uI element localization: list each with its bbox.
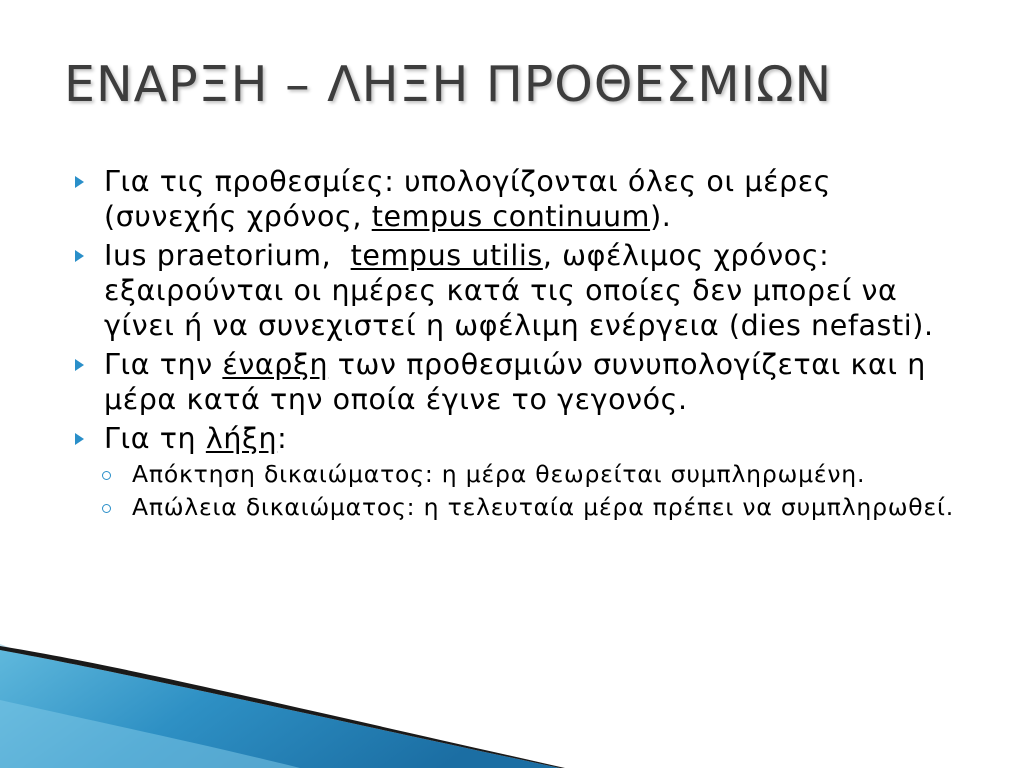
underlined-term: tempus utilis xyxy=(350,239,543,272)
underlined-term: tempus continuum xyxy=(371,200,651,233)
bullet-text: Για τη xyxy=(104,422,206,455)
sub-bullet-text: Απόκτηση δικαιώματος: η μέρα θεωρείται συμπληρωμένη. xyxy=(132,460,866,488)
bullet-text: : xyxy=(277,422,288,455)
bullet-text: Για τις προθεσμίες: υπολογίζονται όλες οι μέρες (συνεχής χρόνος, xyxy=(104,165,832,233)
bullet-text: ). xyxy=(650,200,672,233)
underlined-term: λήξη xyxy=(205,422,278,455)
bullet-text: των προθεσμιών συνυπολογίζεται και η μέρα κατά την οποία έγινε το γεγονός. xyxy=(104,348,926,416)
bullet-text: , ωφέλιμος χρόνος: εξαιρούνται οι ημέρες κατά τις οποίες δεν μπορεί να γίνει ή να συνεχιστεί η ωφέλιμη ενέργεια (dies nefasti). xyxy=(104,239,934,342)
sub-bullet-text: Απώλεια δικαιώματος: η τελευταία μέρα πρέπει να συμπληρωθεί. xyxy=(132,493,954,521)
underlined-term: έναρξη xyxy=(222,348,329,381)
bullet-text: Για την xyxy=(104,348,223,381)
slide-title: ΕΝΑΡΞΗ – ΛΗΞΗ ΠΡΟΘΕΣΜΙΩΝ xyxy=(64,56,833,113)
bullet-text: Ius praetorium, xyxy=(104,239,351,272)
